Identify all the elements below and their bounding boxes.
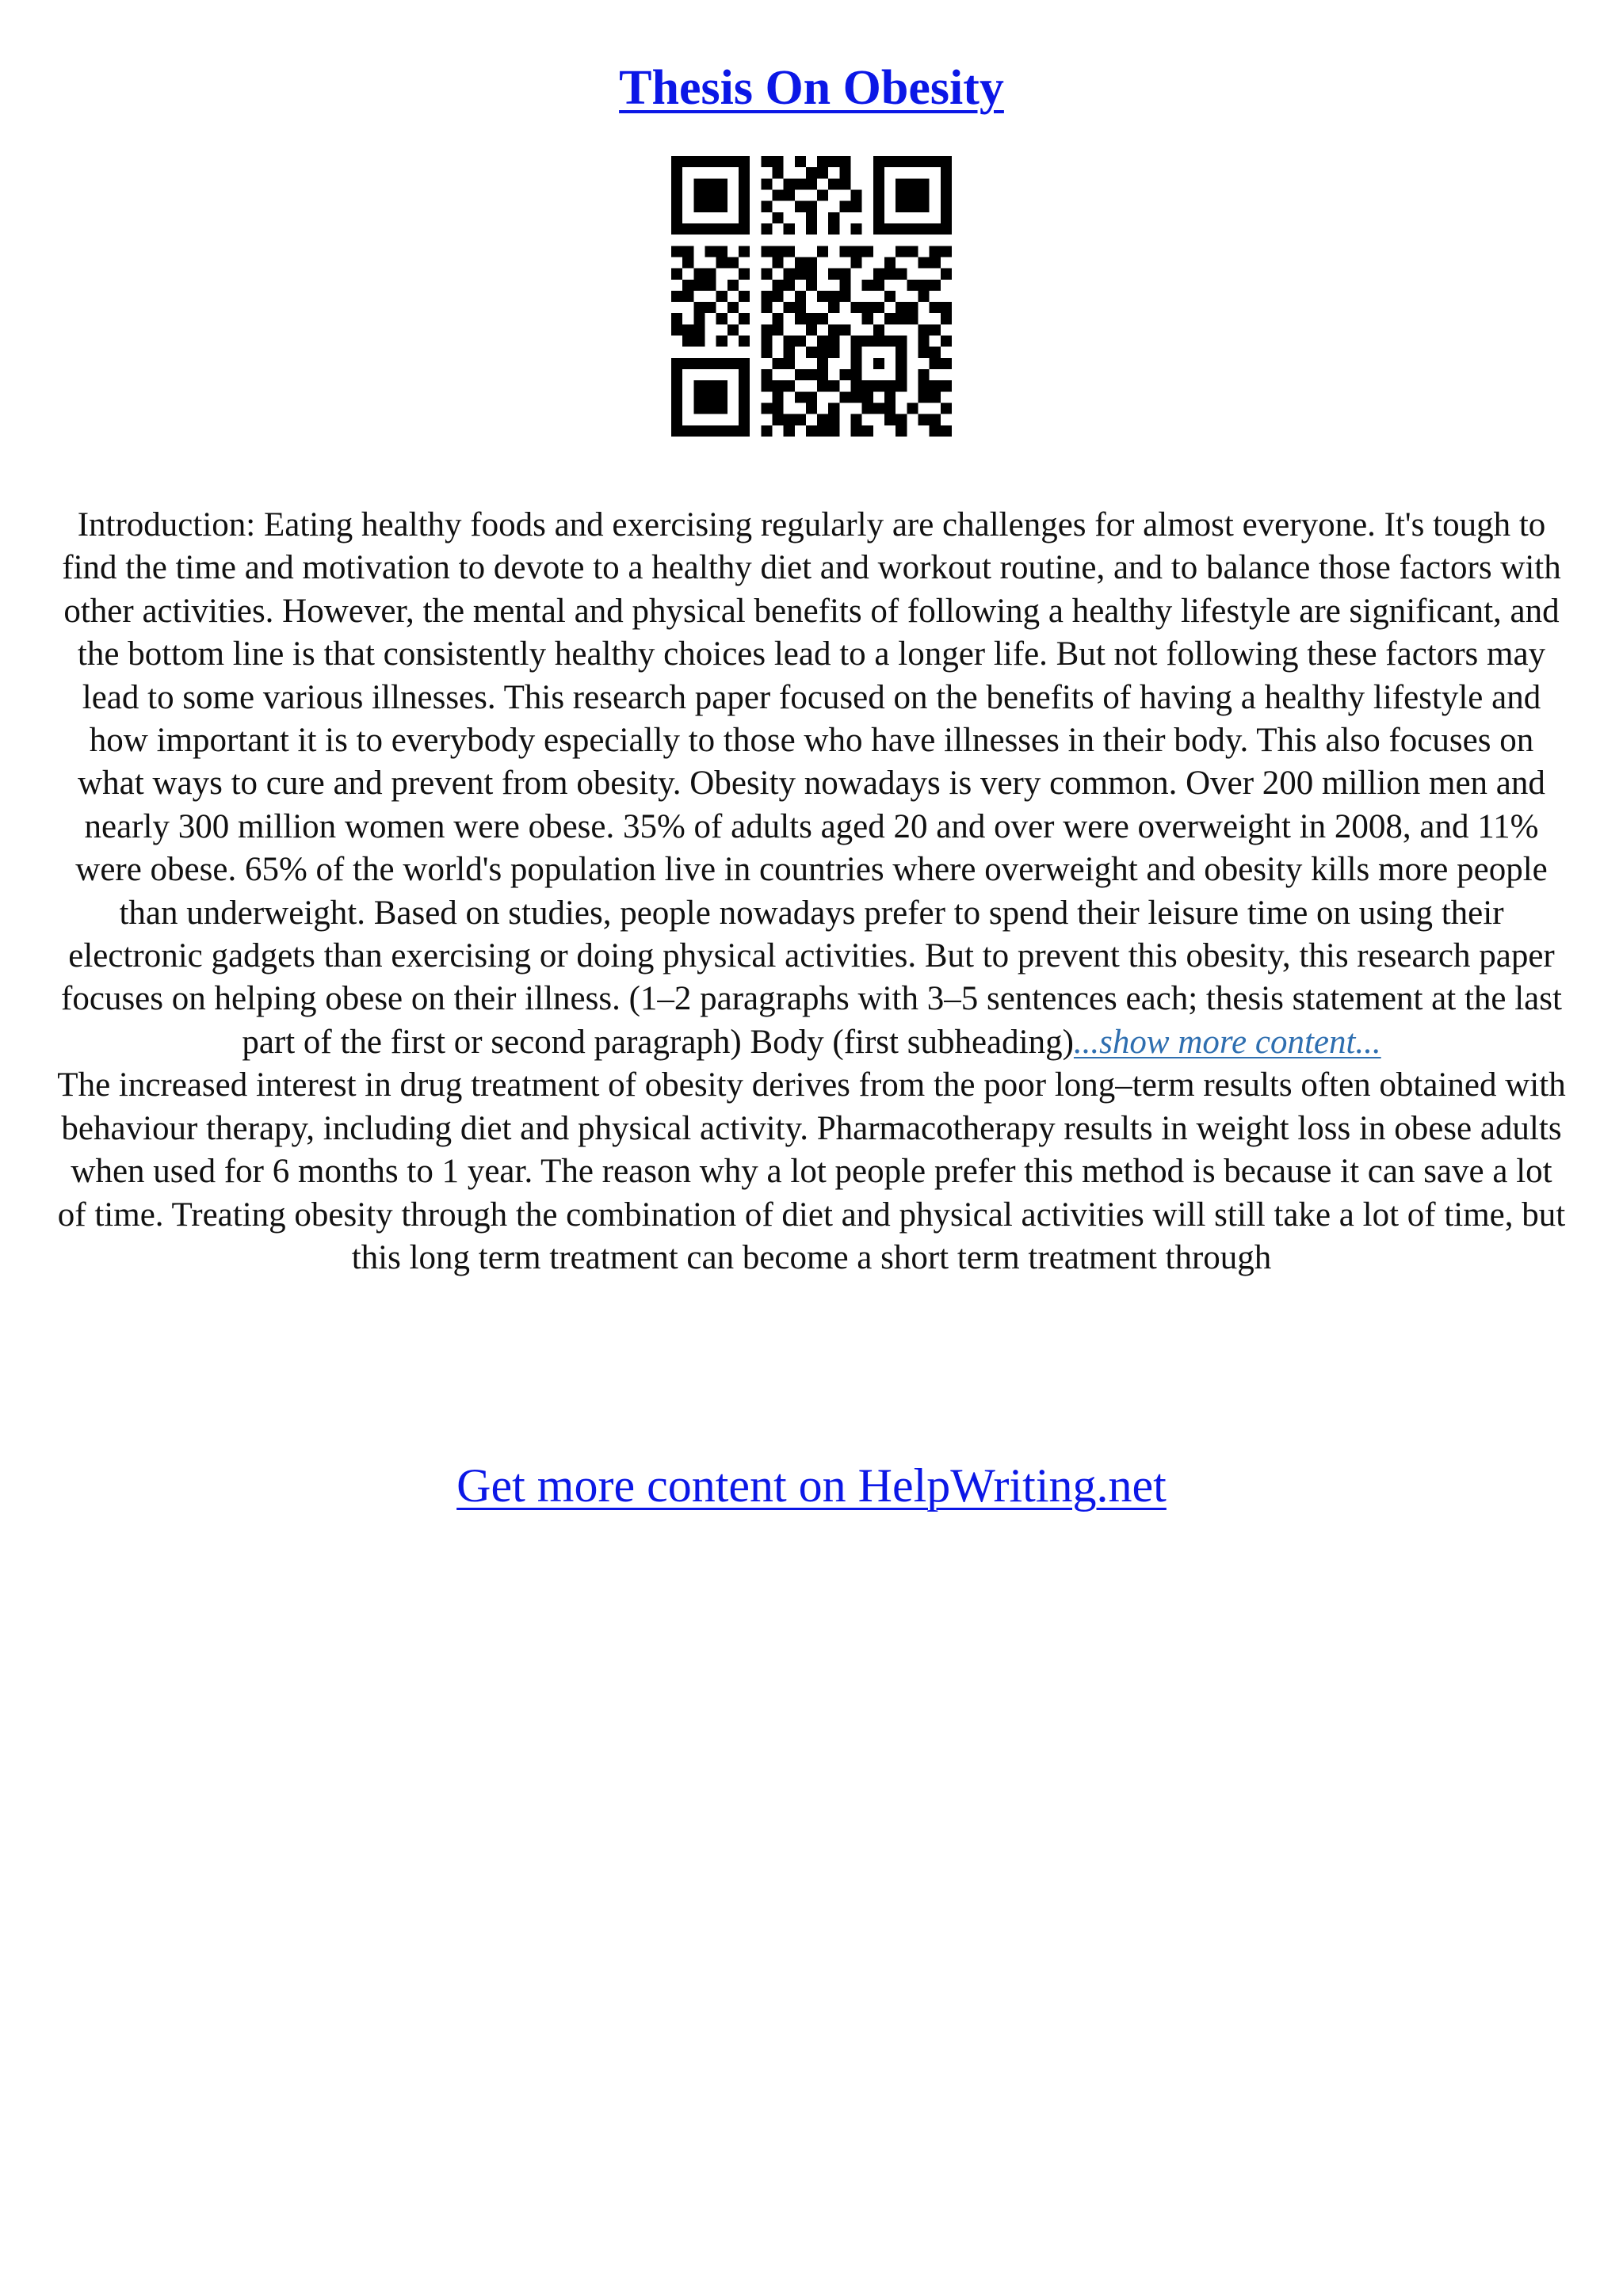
qr-code-icon bbox=[671, 156, 952, 437]
show-more-link[interactable]: ...show more content... bbox=[1073, 1023, 1381, 1061]
helpwriting-link[interactable]: Get more content on HelpWriting.net bbox=[456, 1459, 1167, 1512]
title-link[interactable]: Thesis On Obesity bbox=[619, 61, 1004, 115]
paragraph-introduction-text: Introduction: Eating healthy foods and exercising regularly are challenges for almost everyone. It's tough to find the time and motivation to devote to a healthy diet and workout routine, and to balance those factors with other activities. However, the mental and physical benefits of following a healthy lifestyle are significant, and the bottom line is that consistently healthy choices lead to a longer life. But not following these factors may lead to some various illnesses. This research paper focused on the benefits of having a healthy lifestyle and how important it is to everybody especially to those who have illnesses in their body. This also focuses on what ways to cure and prevent from obesity. Obesity nowadays is very common. Over 200 million men and nearly 300 million women were obese. 35% of adults aged 20 and over were overweight in 2008, and 11% were obese. 65% of the world's population live in countries where overweight and obesity kills more people than underweight. Based on studies, people nowadays prefer to spend their leisure time on using their electronic gadgets than exercising or doing physical activities. But to prevent this obesity, this research paper focuses on helping obese on their illness. (1–2 paragraphs with 3–5 sentences each; thesis statement at the last part of the first or second paragraph) Body (first subheading) bbox=[61, 506, 1562, 1061]
paragraph-introduction bbox=[55, 504, 1568, 1064]
paragraph-drug-treatment: The increased interest in drug treatment of obesity derives from the poor long–term results often obtained with behaviour therapy, including diet and physical activity. Pharmacotherapy results in weight loss in obese adults when used for 6 months to 1 year. The reason why a lot people prefer this method is because it can save a lot of time. Treating obesity through the combination of diet and physical activities will still take a lot of time, but this long term treatment can become a short term treatment through bbox=[57, 1066, 1566, 1276]
document-body bbox=[55, 504, 1568, 1280]
document-title bbox=[0, 55, 1623, 120]
get-more-content-cta bbox=[0, 1455, 1623, 1516]
